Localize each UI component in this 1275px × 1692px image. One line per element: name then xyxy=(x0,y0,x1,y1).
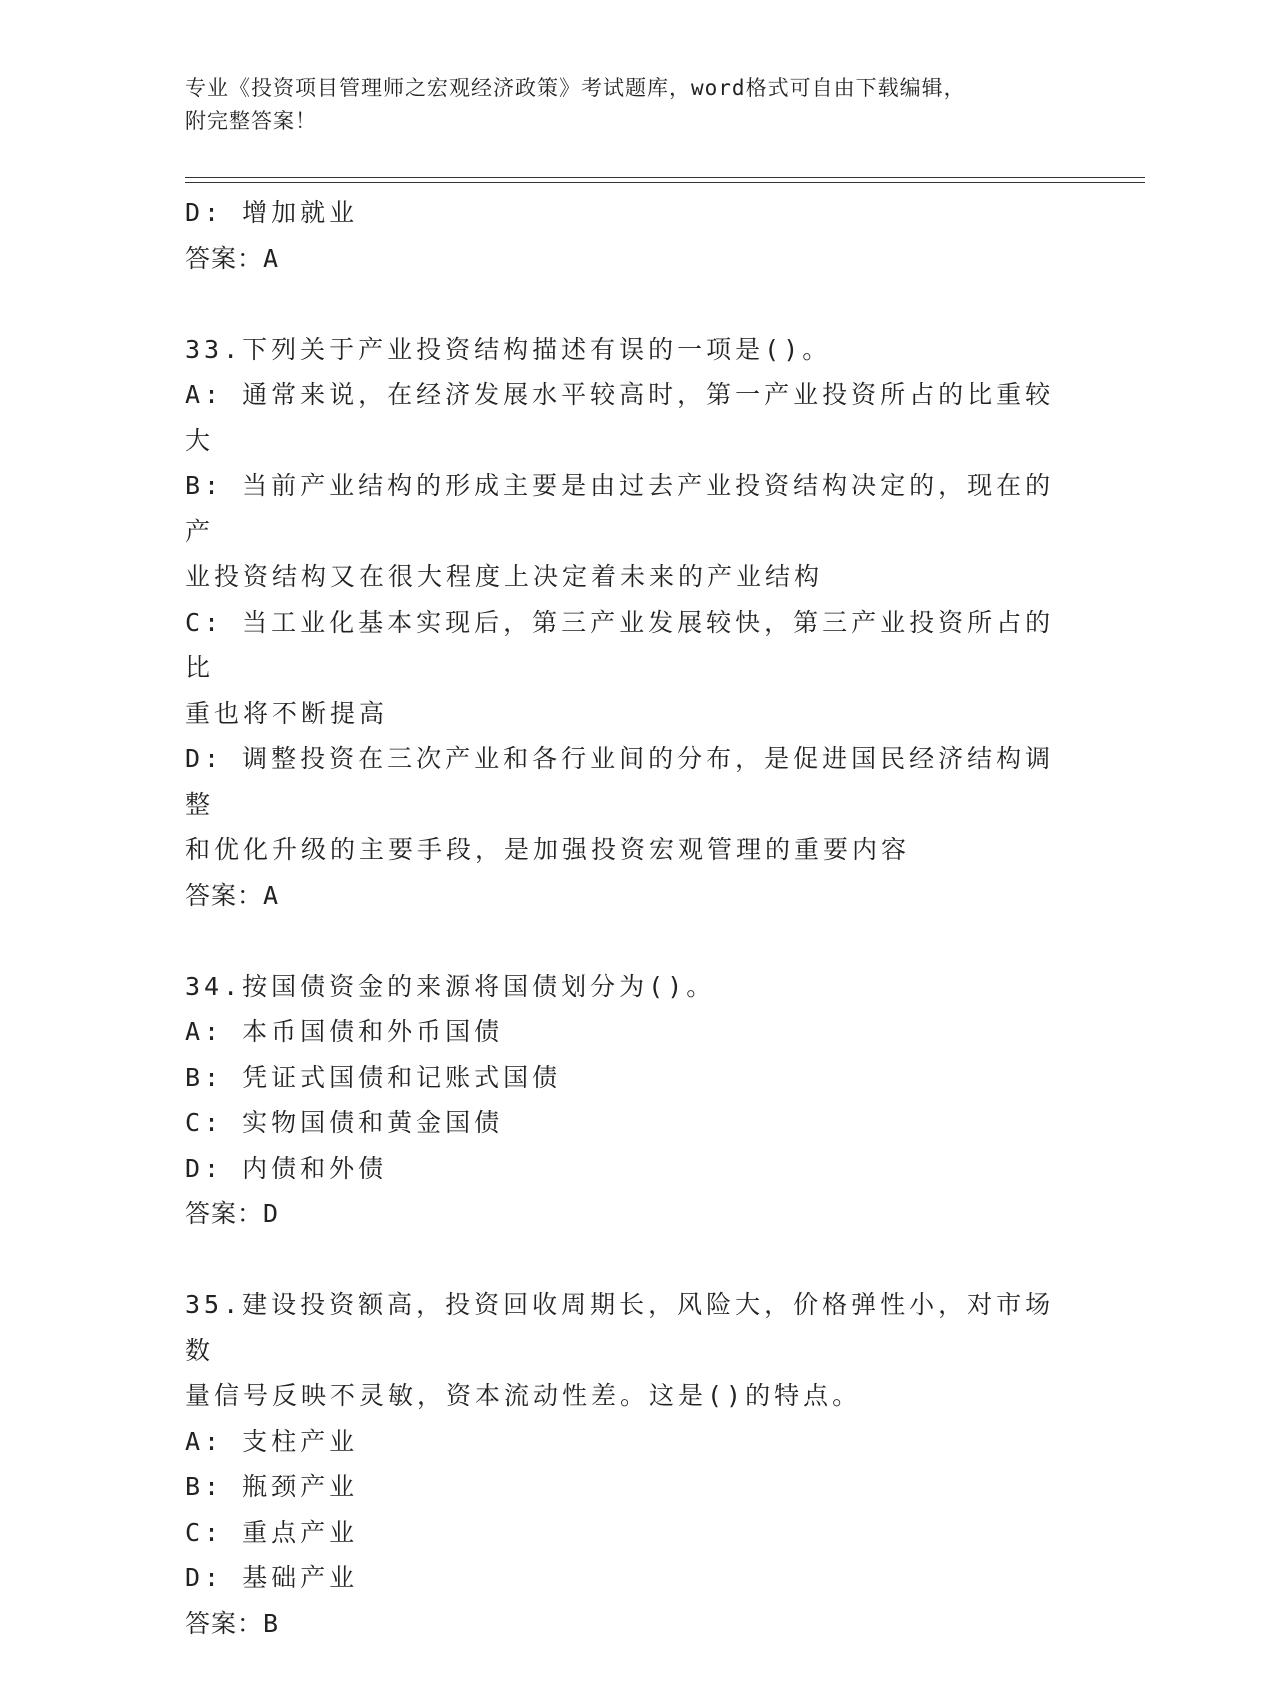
answer-label: 答案： xyxy=(185,243,264,273)
question-stem: 34.按国债资金的来源将国债划分为()。 xyxy=(185,971,716,1001)
option-d: D: 内债和外债 xyxy=(185,1153,388,1183)
option-c: C: 实物国债和黄金国债 xyxy=(185,1108,504,1137)
option-c: C: 当工业化基本实现后，第三产业发展较快，第三产业投资所占的比 xyxy=(185,607,1055,682)
answer-value: A xyxy=(263,880,280,910)
option-b: B: 凭证式国债和记账式国债 xyxy=(185,1062,562,1092)
answer-line xyxy=(185,873,1075,919)
option-b-continued: 业投资结构又在很大程度上决定着未来的产业结构 xyxy=(185,562,824,591)
question-stem-continued: 量信号反映不灵敏，资本流动性差。这是()的特点。 xyxy=(185,1381,862,1410)
option-c: C: 重点产业 xyxy=(185,1517,359,1547)
header-divider-bottom xyxy=(185,182,1145,183)
answer-line xyxy=(185,236,1075,282)
question-34 xyxy=(185,964,1075,1237)
answer-line xyxy=(185,1191,1075,1237)
option-a: A: 本币国债和外币国债 xyxy=(185,1017,504,1046)
option-d: D: 调整投资在三次产业和各行业间的分布，是促进国民经济结构调整 xyxy=(185,744,1055,819)
document-header xyxy=(185,72,1085,138)
header-line-1: 专业《投资项目管理师之宏观经济政策》考试题库，word格式可自由下载编辑， xyxy=(185,76,966,100)
answer-value: A xyxy=(263,243,280,273)
question-stem: 33.下列关于产业投资结构描述有误的一项是()。 xyxy=(185,334,832,364)
option-d: D: 增加就业 xyxy=(185,198,359,227)
answer-label: 答案： xyxy=(185,880,264,910)
question-content xyxy=(185,190,1075,1692)
option-a: A: 通常来说，在经济发展水平较高时，第一产业投资所占的比重较大 xyxy=(185,380,1055,455)
option-c-continued: 重也将不断提高 xyxy=(185,698,389,728)
answer-label: 答案： xyxy=(185,1608,264,1638)
header-line-2: 附完整答案！ xyxy=(185,109,317,133)
header-divider-top xyxy=(185,177,1145,178)
answer-line xyxy=(185,1601,1075,1647)
question-35 xyxy=(185,1282,1075,1646)
question-stem: 35.建设投资额高，投资回收周期长，风险大，价格弹性小，对市场数 xyxy=(185,1290,1055,1365)
answer-label: 答案： xyxy=(185,1199,264,1228)
question-33 xyxy=(185,327,1075,919)
option-d: D: 基础产业 xyxy=(185,1563,359,1592)
answer-value: B xyxy=(263,1608,280,1638)
option-b: B: 瓶颈产业 xyxy=(185,1472,359,1501)
option-d-continued: 和优化升级的主要手段，是加强投资宏观管理的重要内容 xyxy=(185,835,911,864)
option-b: B: 当前产业结构的形成主要是由过去产业投资结构决定的，现在的产 xyxy=(185,471,1055,546)
answer-value: D xyxy=(263,1199,280,1228)
option-a: A: 支柱产业 xyxy=(185,1426,359,1456)
